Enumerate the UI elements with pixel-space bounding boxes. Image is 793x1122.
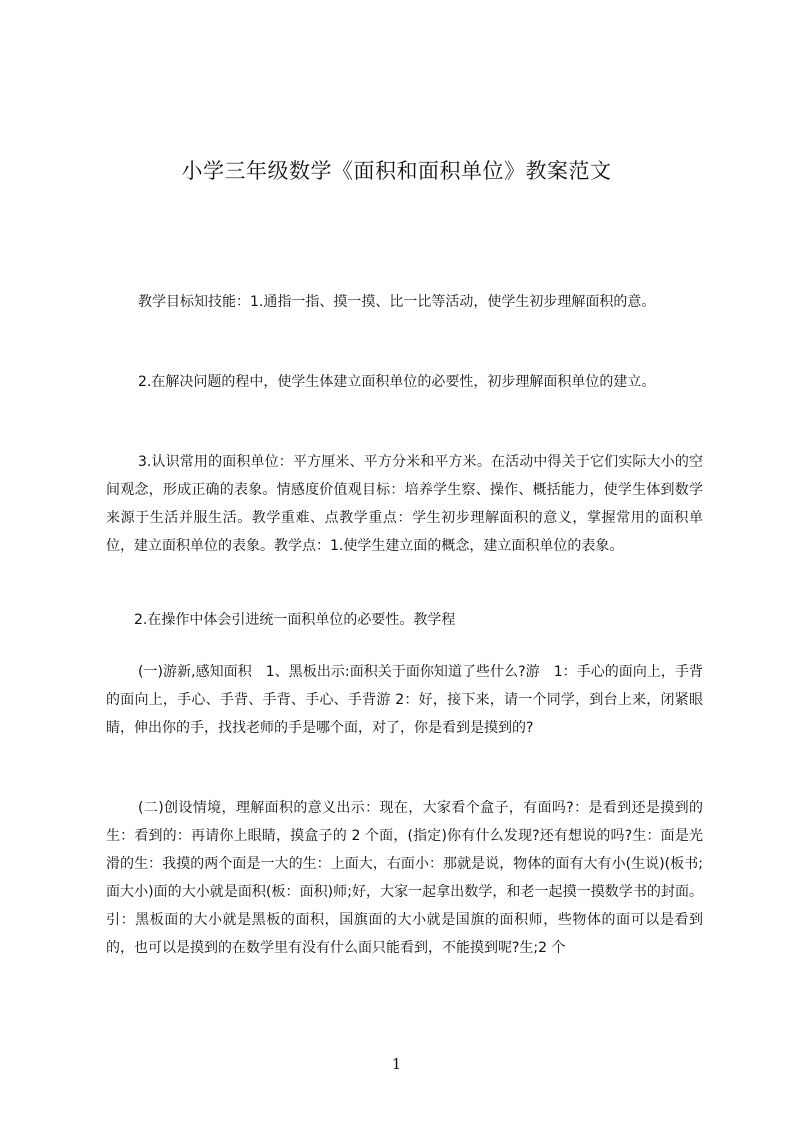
paragraph-objective-2: 2.在解决问题的程中，使学生体建立面积单位的必要性，初步理解面积单位的建立。 (138, 374, 656, 390)
paragraph-section-two: (二)创设情境，理解面积的意义出示：现在，大家看个盒子，有面吗?：是看到还是摸到的生：看到的：再请你上眼睛，摸盒子的 2 个面，(指定)你有什么发现?还有想说的吗?生：面是光滑的生：我摸的两个面是一大的生：上面大，右面小：那就是说，物体的面有大有小(生说)(板书;面大小)面的大小就是面积(板：面积)师;好，大家一起拿出数学，和老一起摸一摸数学书的封面。引：黑板面的大小就是黑板的面积，国旗面的大小就是国旗的面积师，些物体的面可以是看到的，也可以是摸到的在数学里有没有什么面只能看到，不能摸到呢?生;2 个 (106, 800, 703, 956)
paragraph-section-one: (一)游新,感知面积 1、黑板出示:面积关于面你知道了些什么?游 1：手心的面向上，手背的面向上，手心、手背、手背、手心、手背游 2：好，接下来，请一个同学，到台上来，闭紧眼睛，伸出你的手，找找老师的手是哪个面，对了，你是看到是摸到的? (106, 664, 703, 736)
paragraph-objectives: 教学目标知技能：1.通指一指、摸一摸、比一比等活动，使学生初步理解面积的意。 (138, 294, 656, 310)
page-number: 1 (391, 1055, 402, 1073)
paragraph-objective-3: 3.认识常用的面积单位：平方厘米、平方分米和平方米。在活动中得关于它们实际大小的空间观念，形成正确的表象。情感度价值观目标：培养学生察、操作、概括能力，使学生体到数学来源于生活并服生活。教学重难、点教学重点：学生初步理解面积的意义，掌握常用的面积单位，建立面积单位的表象。教学点：1.使学生建立面的概念，建立面积单位的表象。 (106, 454, 703, 554)
document-title: 小学三年级数学《面积和面积单位》教案范文 (181, 159, 612, 184)
paragraph-difficulty: 2.在操作中体会引进统一面积单位的必要性。教学程 (134, 612, 456, 628)
